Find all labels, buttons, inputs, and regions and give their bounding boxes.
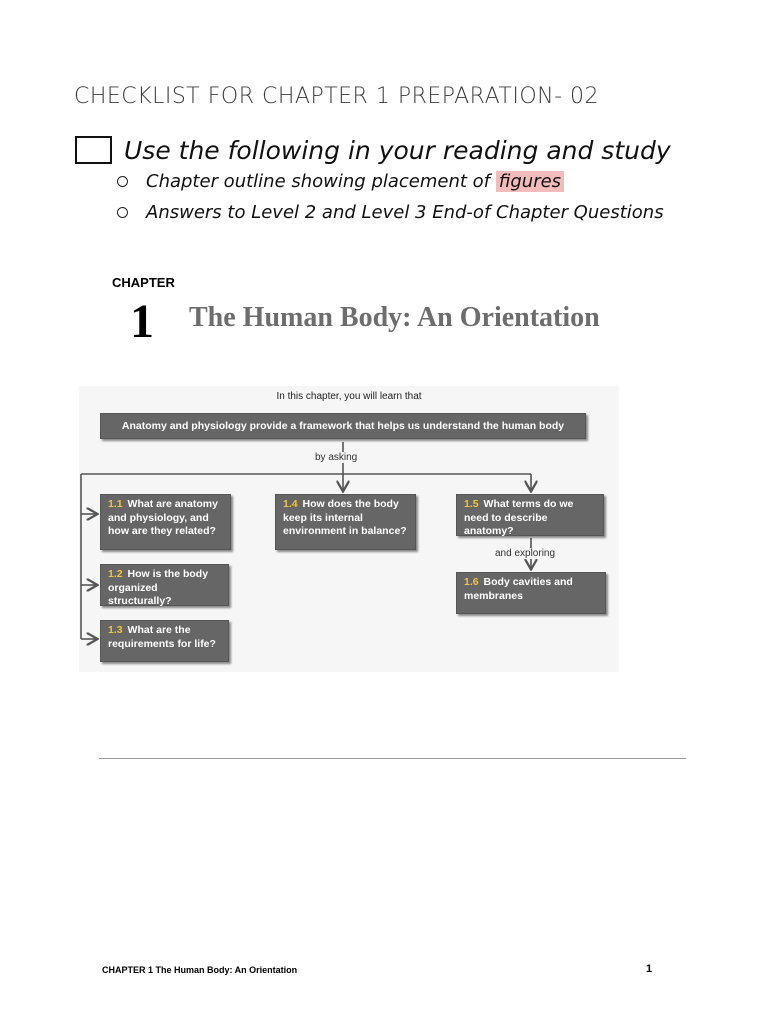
question-number: 1.2 <box>108 568 123 580</box>
question-box-1-4 <box>275 494 416 550</box>
page-number: 1 <box>646 963 653 975</box>
task-text: Use the following in your reading and study <box>124 136 671 165</box>
question-number: 1.1 <box>108 498 123 510</box>
checklist-title: CHECKLIST FOR CHAPTER 1 PREPARATION- 02 <box>74 84 600 109</box>
list-item <box>117 171 564 192</box>
chapter-number: 1 <box>130 295 154 348</box>
footer-running-title: CHAPTER 1 The Human Body: An Orientation <box>102 965 298 975</box>
highlighted-text: figures <box>496 171 564 192</box>
question-box-1-1 <box>100 494 231 550</box>
question-box-1-2 <box>100 564 229 606</box>
bullet-text: Answers to Level 2 and Level 3 End-of Chapter Questions <box>146 202 664 223</box>
question-text: Body cavities and membranes <box>464 576 573 602</box>
bullet-circle-icon <box>117 207 128 218</box>
question-number: 1.4 <box>283 498 298 510</box>
question-text: What terms do we need to describe anatomy? <box>464 498 574 537</box>
question-box-1-5 <box>456 494 604 536</box>
question-text: What are anatomy and physiology, and how are they related? <box>108 498 218 537</box>
question-number: 1.5 <box>464 498 479 510</box>
question-text: How is the body organized structurally? <box>108 568 209 607</box>
list-item <box>117 202 664 223</box>
question-number: 1.3 <box>108 624 123 636</box>
diagram-main-box: Anatomy and physiology provide a framework that helps us understand the human body <box>100 413 586 439</box>
bullet-text: Chapter outline showing placement of <box>146 171 496 192</box>
chapter-title: The Human Body: An Orientation <box>189 302 600 333</box>
question-box-1-3 <box>100 620 229 662</box>
horizontal-divider <box>99 758 686 759</box>
connector-label: by asking <box>311 452 361 463</box>
question-text: What are the requirements for life? <box>108 624 216 650</box>
question-box-1-6 <box>456 572 606 614</box>
chapter-label: CHAPTER <box>112 275 175 290</box>
connector-label: and exploring <box>492 548 558 559</box>
bullet-circle-icon <box>117 176 128 187</box>
chapter-outline-diagram <box>79 386 619 672</box>
diagram-intro: In this chapter, you will learn that <box>276 391 422 402</box>
question-text: How does the body keep its internal environment in balance? <box>283 498 407 537</box>
task-checkbox[interactable] <box>75 136 112 164</box>
question-number: 1.6 <box>464 576 479 588</box>
